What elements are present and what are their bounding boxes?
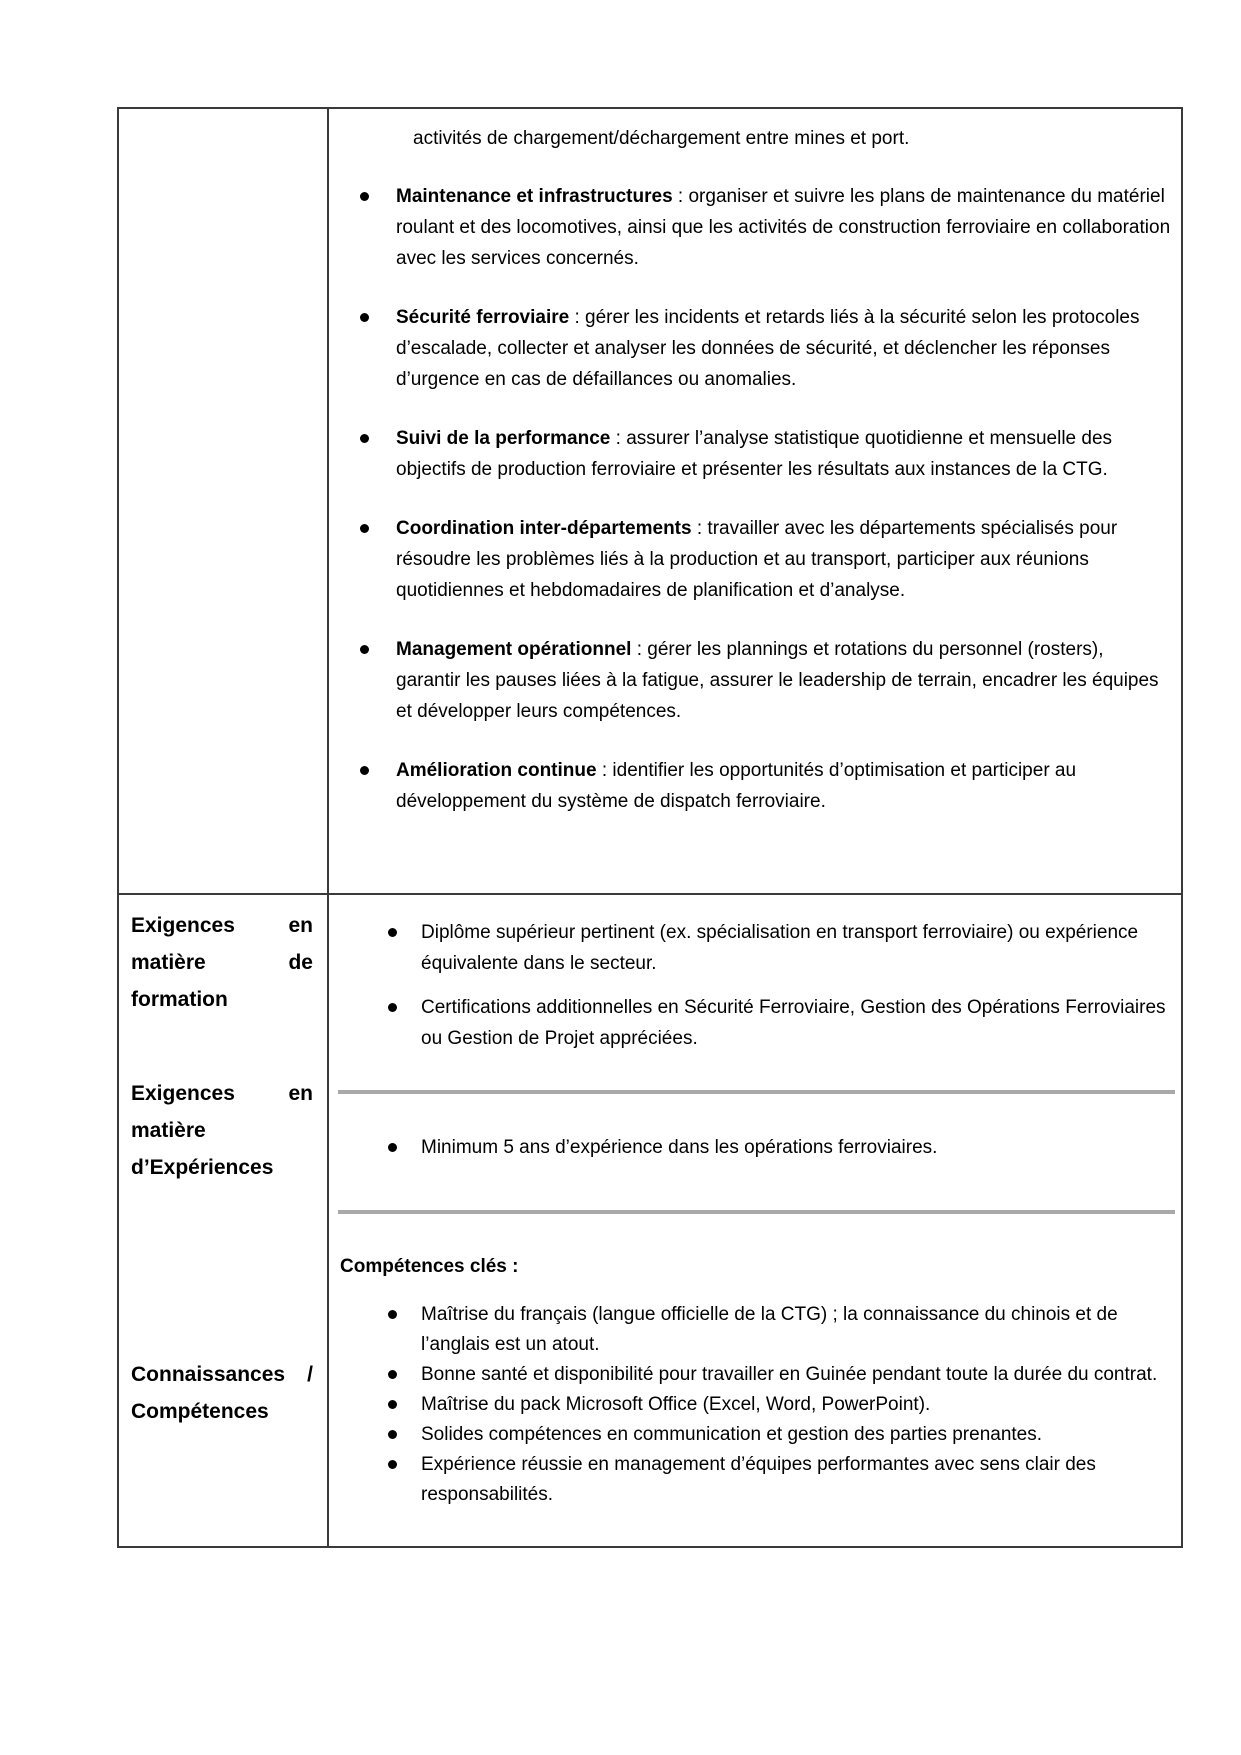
bullet-body-text: Certifications additionnelles en Sécurité Ferroviaire, Gestion des Opérations Ferroviaires ou Gestion de Projet appréciées. [421, 997, 1166, 1049]
table-row-requirements [119, 895, 1181, 1546]
row-label-experience: Exigences en matière d’Expériences [131, 1082, 313, 1179]
requirements-table [117, 107, 1183, 1548]
list-item [360, 181, 1171, 274]
list-item [388, 1360, 1173, 1390]
requirements-content-cell [329, 895, 1181, 1546]
table-row-responsibilities [119, 109, 1181, 895]
connaissances-section [329, 1214, 1181, 1510]
bullet-body-text: : gérer les incidents et retards liés à la sécurité selon les protocoles d’escalade, collecter et analyser les données de sécurité, et déclencher les réponses d’urgence en cas de défaillances ou anomalies. [396, 307, 1140, 390]
responsibilities-bullet-list [360, 181, 1171, 817]
list-item [388, 992, 1173, 1054]
list-item [360, 302, 1171, 395]
requirements-label-cell [119, 895, 329, 1546]
formation-bullet-list [388, 917, 1173, 1054]
row-label-formation: Exigences en matière de formation [131, 914, 313, 1011]
bullet-lead-bold: Suivi de la performance [396, 428, 611, 449]
bullet-body-text: Minimum 5 ans d’expérience dans les opérations ferroviaires. [421, 1137, 938, 1158]
bullet-body-text: Solides compétences en communication et gestion des parties prenantes. [421, 1424, 1043, 1445]
bullet-body-text: : identifier les opportunités d’optimisation et participer au développement du système de dispatch ferroviaire. [396, 760, 1077, 812]
bullet-body-text: : travailler avec les départements spécialisés pour résoudre les problèmes liés à la production et au transport, participer aux réunions quotidiennes et hebdomadaires de planification et d’analyse. [396, 518, 1118, 601]
experience-section [329, 1094, 1181, 1210]
responsibilities-label-cell [119, 109, 329, 893]
competences-heading: Compétences clés : [340, 1256, 519, 1277]
bullet-body-text: Maîtrise du pack Microsoft Office (Excel, Word, PowerPoint). [421, 1394, 931, 1415]
bullet-body-text: : assurer l’analyse statistique quotidienne et mensuelle des objectifs de production ferroviaire et présenter les résultats aux instances de la CTG. [396, 428, 1113, 480]
formation-section [329, 895, 1181, 1090]
list-item [388, 917, 1173, 979]
list-item [360, 513, 1171, 606]
experience-bullet-list [388, 1132, 1173, 1163]
list-item [360, 423, 1171, 485]
row-label-connaissances: Connaissances / Compétences [131, 1363, 313, 1423]
list-item [388, 1132, 1173, 1163]
competences-bullet-list [388, 1300, 1173, 1510]
list-item [388, 1450, 1173, 1510]
list-item [360, 634, 1171, 727]
bullet-body-text: : gérer les plannings et rotations du personnel (rosters), garantir les pauses liées à la fatigue, assurer le leadership de terrain, encadrer les équipes et développer leurs compétences. [396, 639, 1159, 722]
bullet-body-text: : organiser et suivre les plans de maintenance du matériel roulant et des locomotives, ainsi que les activités de construction ferroviaire en collaboration avec les services concernés. [396, 186, 1171, 269]
list-item [388, 1420, 1173, 1450]
bullet-lead-bold: Sécurité ferroviaire [396, 307, 570, 328]
bullet-body-text: Diplôme supérieur pertinent (ex. spécialisation en transport ferroviaire) ou expérience équivalente dans le secteur. [421, 922, 1139, 974]
list-item [388, 1300, 1173, 1360]
bullet-lead-bold: Management opérationnel [396, 639, 632, 660]
responsibilities-content-cell [329, 109, 1181, 893]
responsibilities-continuation-line: activités de chargement/déchargement entre mines et port. [413, 128, 910, 149]
bullet-lead-bold: Amélioration continue [396, 760, 597, 781]
bullet-body-text: Expérience réussie en management d’équipes performantes avec sens clair des responsabilités. [421, 1454, 1096, 1505]
list-item [388, 1390, 1173, 1420]
bullet-body-text: Maîtrise du français (langue officielle de la CTG) ; la connaissance du chinois et de l’anglais est un atout. [421, 1304, 1118, 1355]
list-item [360, 755, 1171, 817]
bullet-body-text: Bonne santé et disponibilité pour travailler en Guinée pendant toute la durée du contrat. [421, 1364, 1158, 1385]
bullet-lead-bold: Coordination inter-départements [396, 518, 692, 539]
bullet-lead-bold: Maintenance et infrastructures [396, 186, 673, 207]
